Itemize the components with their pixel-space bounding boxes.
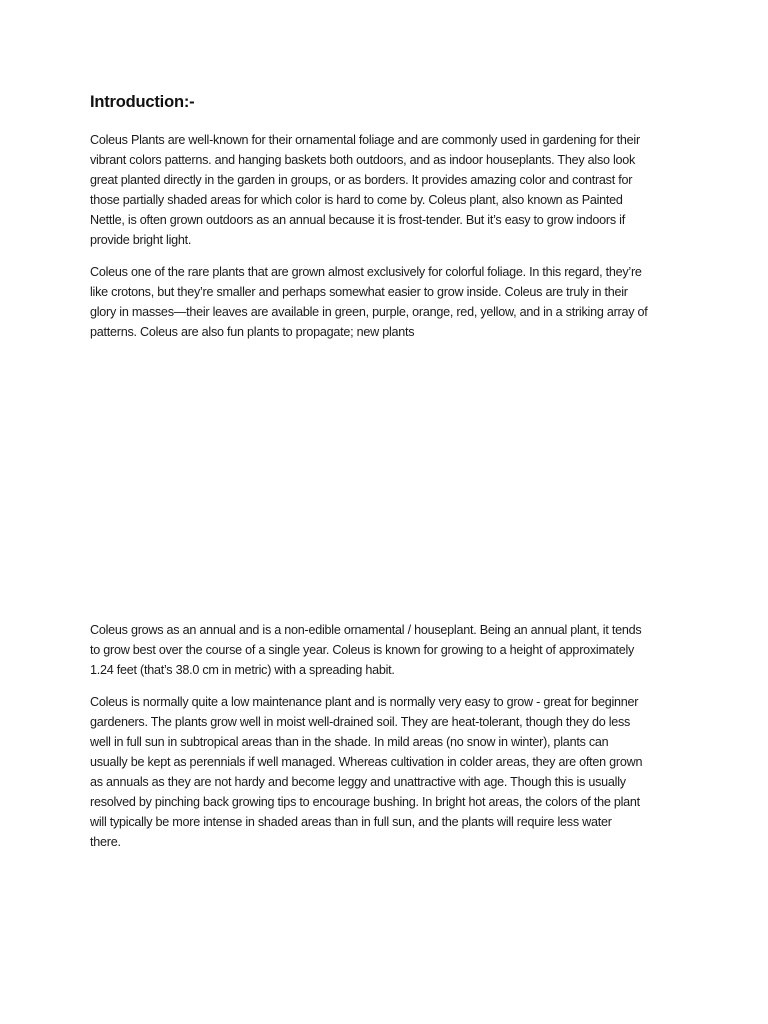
text-line: to grow best over the course of a single year. Coleus is known for growing to a height of approximately	[90, 643, 635, 657]
text-line: resolved by pinching back growing tips to encourage bushing. In bright hot areas, the colors of the plant	[90, 795, 640, 809]
text-line: Nettle, is often grown outdoors as an annual because it is frost-tender. But it’s easy to grow indoors if	[90, 213, 625, 227]
text-line: Coleus grows as an annual and is a non-edible ornamental / houseplant. Being an annual plant, it tends	[90, 623, 642, 637]
text-line: Coleus Plants are well-known for their ornamental foliage and are commonly used in gardening for their	[90, 133, 640, 147]
text-line: Coleus is normally quite a low maintenance plant and is normally very easy to grow - great for beginner	[90, 695, 639, 709]
section-heading: Introduction:-	[90, 93, 195, 111]
text-line: will typically be more intense in shaded areas than in full sun, and the plants will require less water	[90, 815, 612, 829]
text-line: there.	[90, 835, 121, 849]
text-line: well in full sun in subtropical areas than in the shade. In mild areas (no snow in winter), plants can	[90, 735, 609, 749]
text-line: great planted directly in the garden in groups, or as borders. It provides amazing color and contrast for	[90, 173, 633, 187]
text-line: glory in masses—their leaves are available in green, purple, orange, red, yellow, and in a striking array of	[90, 305, 648, 319]
text-line: 1.24 feet (that’s 38.0 cm in metric) with a spreading habit.	[90, 663, 395, 677]
text-line: usually be kept as perennials if well managed. Whereas cultivation in colder areas, they are often grown	[90, 755, 643, 769]
paragraph-intro	[90, 130, 686, 250]
text-line: as annuals as they are not hardy and become leggy and unattractive with age. Though this is usually	[90, 775, 626, 789]
paragraph-maintenance	[90, 692, 686, 852]
text-line: like crotons, but they’re smaller and perhaps somewhat easier to grow inside. Coleus are truly in their	[90, 285, 628, 299]
text-line: vibrant colors patterns. and hanging baskets both outdoors, and as indoor houseplants. They also look	[90, 153, 636, 167]
text-line: provide bright light.	[90, 233, 192, 247]
paragraph-growth	[90, 620, 686, 680]
text-line: patterns. Coleus are also fun plants to propagate; new plants	[90, 325, 415, 339]
text-line: those partially shaded areas for which color is hard to come by. Coleus plant, also known as Painted	[90, 193, 623, 207]
text-line: Coleus one of the rare plants that are grown almost exclusively for colorful foliage. In this regard, they’re	[90, 265, 642, 279]
paragraph-foliage	[90, 262, 686, 342]
text-line: gardeners. The plants grow well in moist well-drained soil. They are heat-tolerant, though they do less	[90, 715, 631, 729]
